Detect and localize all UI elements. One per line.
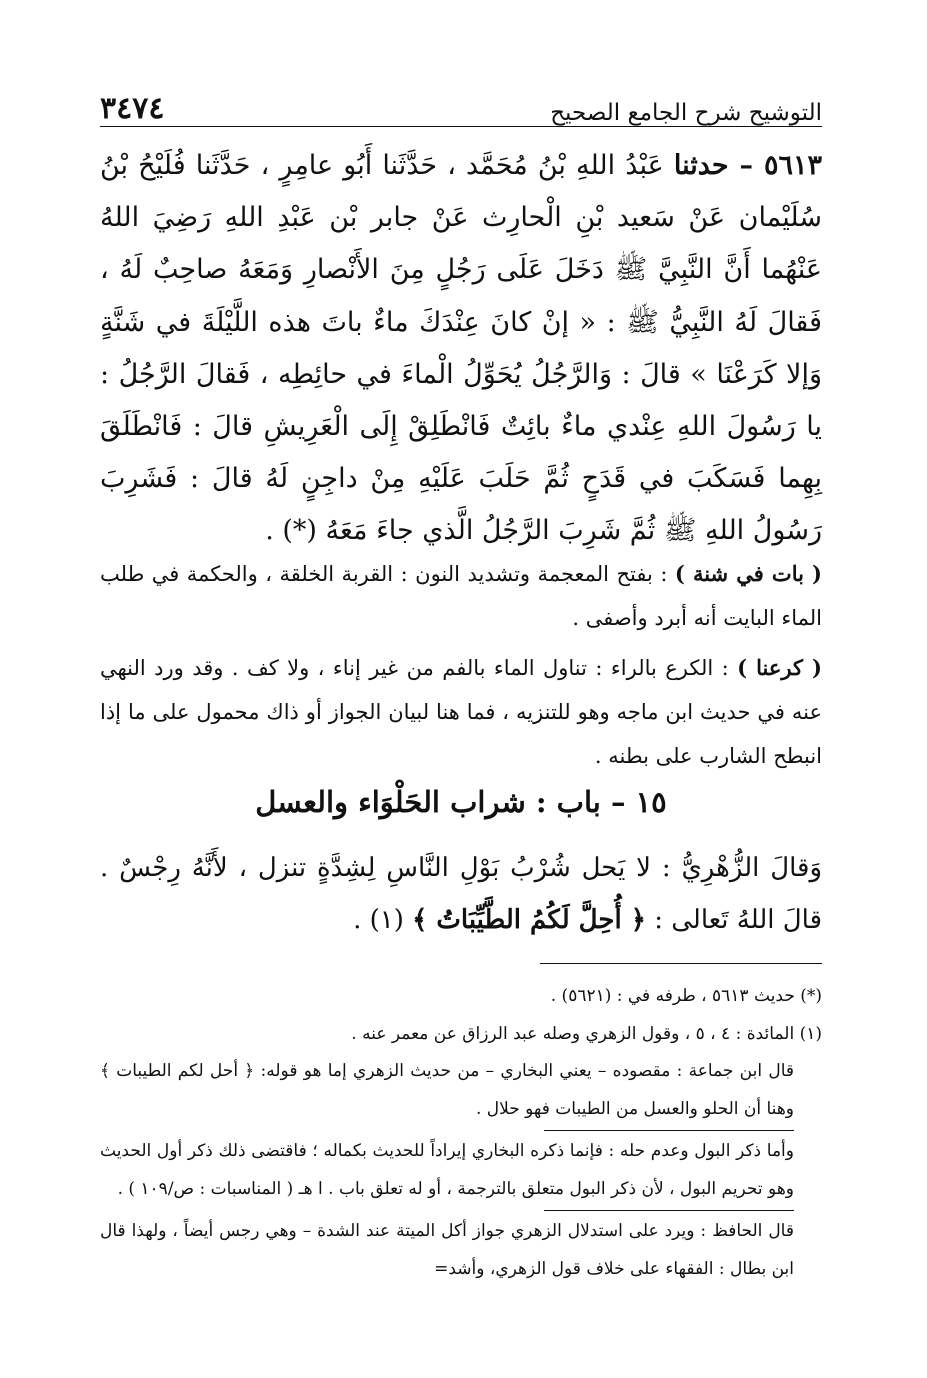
quote-text: وَقالَ الزُّهْرِيُّ : لا يَحل شُرْبُ بَوْلِ النَّاسِ لِشِدَّةٍ تنزل ، لأَنَّهُ رِجْسٌ . قالَ اللهُ تَعالى : [100,853,822,935]
commentary-paragraph [100,646,822,778]
footnote-star: (*) حديث ٥٦١٣ ، طرفه في : (٥٦٢١) . [550,986,822,1006]
commentary-term: ( كرعنا ) [737,655,822,680]
footnote-1: (١) المائدة : ٤ ، ٥ ، وقول الزهري وصله عبد الرزاق عن معمر عنه . [351,1023,822,1044]
hadith-body: عَبْدُ اللهِ بْنُ مُحَمَّد ، حَدَّثَنا أَبُو عامِرٍ ، حَدَّثَنا فُلَيْحُ بْنُ سُلَيْمان عَنْ سَعيد بْنِ الْحارِث عَنْ جابر بْن عَبْدِ اللهِ رَضِيَ اللهُ عَنْهُما أَنَّ النَّبِيَّ ﷺ دَخَلَ عَلَى رَجُلٍ مِنَ الأَنْصارِ وَمَعَهُ صاحِبٌ لَهُ ، فَقالَ لَهُ النَّبِيُّ ﷺ : « إنْ كانَ عِنْدَكَ ماءٌ باتَ هذه اللَّيْلَةَ في شَنَّةٍ وَإلا كَرَعْنَا » قالَ : وَالرَّجُلُ يُحَوِّلُ الْماءَ في حائِطِه ، فَقالَ الرَّجُلُ : يا رَسُولَ اللهِ عِنْدي ماءٌ بائِتٌ فَانْطَلِقْ إِلَى الْعَرِيشِ قالَ : فَانْطَلَقَ بِهِما فَسَكَبَ في قَدَحٍ ثُمَّ حَلَبَ عَلَيْهِ مِنْ داجِنٍ لَهُ قالَ : فَشَرِبَ رَسُولُ اللهِ ﷺ ثُمَّ شَرِبَ الرَّجُلُ الَّذي جاءَ مَعَهُ (*) . [100,150,822,547]
footnote-divider [540,963,822,964]
footnote-paragraph: قال ابن جماعة : مقصوده – يعني البخاري – من حديث الزهري إما هو قوله: ﴿ أحل لكم الطيبات ﴾ وهنا أن الحلو والعسل من الطيبات فهو حلال . [100,1061,794,1119]
page-number: ٣٤٧٤ [100,91,165,126]
page-header [100,84,822,127]
hadith-text [100,140,822,558]
chapter-quote [100,842,822,946]
commentary-term: ( بات في شنة ) [674,561,822,586]
commentary-text: : الكرع بالراء : تناول الماء بالفم من غير إناء ، ولا كف . وقد ورد النهي عنه في حديث ابن ماجه وهو للتنزيه ، فما هنا لبيان الجواز أو ذاك محمول على ما إذا انبطح الشارب على بطنه . [100,656,822,768]
footnote-ref: (١) . [353,905,404,935]
footnote-paragraph: قال الحافظ : ويرد على استدلال الزهري جواز أكل الميتة عند الشدة – وهي رجس أيضاً ، ولهذا قال ابن بطال : الفقهاء على خلاف قول الزهري، وأشد= [100,1221,794,1279]
hadith-number: ٥٦١٣ – حدثنا [673,150,822,181]
chapter-heading: ١٥ – باب : شراب الحَلْوَاء والعسل [255,785,667,819]
commentary-paragraph [100,552,822,640]
book-title: التوشيح شرح الجامع الصحيح [550,100,822,126]
commentary-text: : بفتح المعجمة وتشديد النون : القربة الخلقة ، والحكمة في طلب الماء البايت أنه أبرد وأصفى . [100,562,822,630]
footnote-subdivider [544,1130,794,1131]
footnote-subdivider [544,1210,794,1211]
commentary [100,552,822,784]
footnotes [100,978,822,1288]
quran-verse: ﴿ أُحِلَّ لَكُمُ الطَّيِّبَاتُ ﴾ [412,905,646,935]
footnote-paragraph: وأما ذكر البول وعدم حله : فإنما ذكره البخاري إيراداً للحديث بكماله ؛ فاقتضى ذلك ذكر أول الحديث وهو تحريم البول ، لأن ذكر البول متعلق بالترجمة ، أو له تعلق باب . ا هـ ( المناسبات : ص/١٠٩ ) . [100,1141,794,1199]
